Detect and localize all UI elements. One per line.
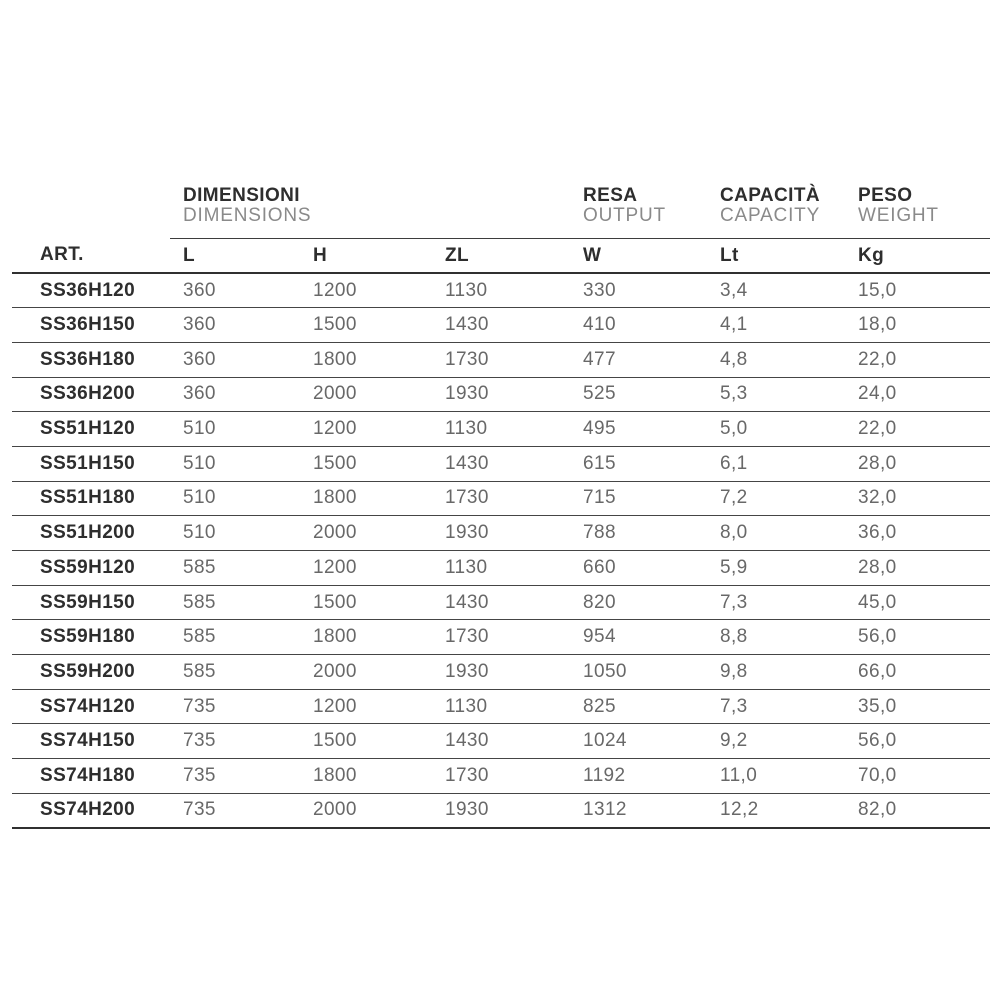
capacity-cell: 4,8 bbox=[707, 342, 845, 377]
capacity-cell: 9,2 bbox=[707, 724, 845, 759]
zl-cell: 1430 bbox=[432, 308, 570, 343]
weight-cell: 36,0 bbox=[845, 516, 990, 551]
table-row bbox=[12, 308, 990, 343]
group-header-primary: CAPACITÀ bbox=[720, 184, 820, 206]
article-code-cell: SS36H180 bbox=[12, 342, 170, 377]
weight-cell: 15,0 bbox=[845, 273, 990, 308]
length-cell: 585 bbox=[170, 585, 300, 620]
output-cell: 410 bbox=[570, 308, 707, 343]
output-cell: 615 bbox=[570, 446, 707, 481]
group-header-secondary: WEIGHT bbox=[858, 205, 939, 227]
zl-cell: 1130 bbox=[432, 689, 570, 724]
length-cell: 510 bbox=[170, 481, 300, 516]
zl-cell: 1430 bbox=[432, 724, 570, 759]
article-code-cell: SS51H180 bbox=[12, 481, 170, 516]
capacity-cell: 11,0 bbox=[707, 759, 845, 794]
capacity-cell: 12,2 bbox=[707, 793, 845, 828]
table-row bbox=[12, 655, 990, 690]
output-cell: 954 bbox=[570, 620, 707, 655]
height-cell: 1200 bbox=[300, 412, 432, 447]
capacity-cell: 4,1 bbox=[707, 308, 845, 343]
output-cell: 477 bbox=[570, 342, 707, 377]
length-cell: 360 bbox=[170, 273, 300, 308]
table-row bbox=[12, 759, 990, 794]
zl-cell: 1430 bbox=[432, 585, 570, 620]
weight-cell: 82,0 bbox=[845, 793, 990, 828]
zl-cell: 1930 bbox=[432, 516, 570, 551]
weight-cell: 56,0 bbox=[845, 724, 990, 759]
column-header-h: H bbox=[300, 239, 432, 274]
article-code-cell: SS74H120 bbox=[12, 689, 170, 724]
group-header-primary: RESA bbox=[583, 184, 638, 206]
capacity-cell: 7,3 bbox=[707, 689, 845, 724]
column-header-l: L bbox=[170, 239, 300, 274]
article-code-cell: SS74H150 bbox=[12, 724, 170, 759]
weight-cell: 32,0 bbox=[845, 481, 990, 516]
height-cell: 1800 bbox=[300, 759, 432, 794]
zl-cell: 1730 bbox=[432, 620, 570, 655]
capacity-cell: 9,8 bbox=[707, 655, 845, 690]
weight-cell: 35,0 bbox=[845, 689, 990, 724]
height-cell: 1500 bbox=[300, 446, 432, 481]
group-header-secondary: DIMENSIONS bbox=[183, 205, 312, 227]
zl-cell: 1930 bbox=[432, 655, 570, 690]
height-cell: 1500 bbox=[300, 308, 432, 343]
spec-table bbox=[12, 175, 990, 829]
article-code-cell: SS59H150 bbox=[12, 585, 170, 620]
table-row bbox=[12, 481, 990, 516]
output-cell: 825 bbox=[570, 689, 707, 724]
table-row bbox=[12, 377, 990, 412]
table-row bbox=[12, 793, 990, 828]
zl-cell: 1130 bbox=[432, 551, 570, 586]
article-code-cell: SS59H200 bbox=[12, 655, 170, 690]
height-cell: 1500 bbox=[300, 724, 432, 759]
height-cell: 1500 bbox=[300, 585, 432, 620]
table-row bbox=[12, 342, 990, 377]
column-header-zl: ZL bbox=[432, 239, 570, 274]
capacity-cell: 7,2 bbox=[707, 481, 845, 516]
article-code-cell: SS59H180 bbox=[12, 620, 170, 655]
height-cell: 2000 bbox=[300, 516, 432, 551]
group-header-output bbox=[570, 175, 707, 239]
weight-cell: 56,0 bbox=[845, 620, 990, 655]
article-code-cell: SS36H150 bbox=[12, 308, 170, 343]
length-cell: 735 bbox=[170, 793, 300, 828]
length-cell: 585 bbox=[170, 551, 300, 586]
zl-cell: 1430 bbox=[432, 446, 570, 481]
column-header-row bbox=[12, 239, 990, 274]
length-cell: 735 bbox=[170, 759, 300, 794]
group-header-secondary: OUTPUT bbox=[583, 205, 666, 227]
table-body bbox=[12, 273, 990, 828]
weight-cell: 28,0 bbox=[845, 551, 990, 586]
article-code-cell: SS74H200 bbox=[12, 793, 170, 828]
output-cell: 820 bbox=[570, 585, 707, 620]
table-row bbox=[12, 516, 990, 551]
zl-cell: 1730 bbox=[432, 342, 570, 377]
length-cell: 735 bbox=[170, 724, 300, 759]
group-header-capacity bbox=[707, 175, 845, 239]
weight-cell: 22,0 bbox=[845, 342, 990, 377]
capacity-cell: 3,4 bbox=[707, 273, 845, 308]
height-cell: 1200 bbox=[300, 689, 432, 724]
length-cell: 585 bbox=[170, 655, 300, 690]
article-code-cell: SS36H120 bbox=[12, 273, 170, 308]
article-code-cell: SS51H150 bbox=[12, 446, 170, 481]
zl-cell: 1130 bbox=[432, 412, 570, 447]
group-header-spacer bbox=[12, 175, 170, 239]
table-row bbox=[12, 620, 990, 655]
height-cell: 1200 bbox=[300, 551, 432, 586]
length-cell: 360 bbox=[170, 308, 300, 343]
height-cell: 1800 bbox=[300, 481, 432, 516]
weight-cell: 22,0 bbox=[845, 412, 990, 447]
group-header-dimensions bbox=[170, 175, 570, 239]
height-cell: 1800 bbox=[300, 342, 432, 377]
weight-cell: 24,0 bbox=[845, 377, 990, 412]
zl-cell: 1730 bbox=[432, 759, 570, 794]
length-cell: 735 bbox=[170, 689, 300, 724]
table-row bbox=[12, 446, 990, 481]
table-row bbox=[12, 273, 990, 308]
group-header-secondary: CAPACITY bbox=[720, 205, 821, 227]
table-row bbox=[12, 412, 990, 447]
capacity-cell: 5,9 bbox=[707, 551, 845, 586]
output-cell: 715 bbox=[570, 481, 707, 516]
height-cell: 1200 bbox=[300, 273, 432, 308]
length-cell: 510 bbox=[170, 516, 300, 551]
zl-cell: 1930 bbox=[432, 793, 570, 828]
capacity-cell: 8,0 bbox=[707, 516, 845, 551]
article-code-cell: SS36H200 bbox=[12, 377, 170, 412]
capacity-cell: 8,8 bbox=[707, 620, 845, 655]
output-cell: 1050 bbox=[570, 655, 707, 690]
output-cell: 1192 bbox=[570, 759, 707, 794]
output-cell: 525 bbox=[570, 377, 707, 412]
capacity-cell: 5,0 bbox=[707, 412, 845, 447]
column-header-lt: Lt bbox=[707, 239, 845, 274]
zl-cell: 1730 bbox=[432, 481, 570, 516]
capacity-cell: 5,3 bbox=[707, 377, 845, 412]
height-cell: 1800 bbox=[300, 620, 432, 655]
weight-cell: 45,0 bbox=[845, 585, 990, 620]
output-cell: 330 bbox=[570, 273, 707, 308]
weight-cell: 66,0 bbox=[845, 655, 990, 690]
table-row bbox=[12, 689, 990, 724]
length-cell: 510 bbox=[170, 446, 300, 481]
weight-cell: 18,0 bbox=[845, 308, 990, 343]
column-header-kg: Kg bbox=[845, 239, 990, 274]
weight-cell: 70,0 bbox=[845, 759, 990, 794]
group-header-weight bbox=[845, 175, 990, 239]
article-code-cell: SS59H120 bbox=[12, 551, 170, 586]
zl-cell: 1930 bbox=[432, 377, 570, 412]
capacity-cell: 6,1 bbox=[707, 446, 845, 481]
group-header-primary: PESO bbox=[858, 184, 913, 206]
weight-cell: 28,0 bbox=[845, 446, 990, 481]
length-cell: 510 bbox=[170, 412, 300, 447]
table-row bbox=[12, 551, 990, 586]
output-cell: 1312 bbox=[570, 793, 707, 828]
column-header-w: W bbox=[570, 239, 707, 274]
column-header-art: ART. bbox=[12, 239, 170, 274]
table-row bbox=[12, 585, 990, 620]
height-cell: 2000 bbox=[300, 655, 432, 690]
output-cell: 788 bbox=[570, 516, 707, 551]
output-cell: 495 bbox=[570, 412, 707, 447]
article-code-cell: SS51H200 bbox=[12, 516, 170, 551]
height-cell: 2000 bbox=[300, 793, 432, 828]
group-header-primary: DIMENSIONI bbox=[183, 184, 300, 206]
table-row bbox=[12, 724, 990, 759]
article-code-cell: SS51H120 bbox=[12, 412, 170, 447]
article-code-cell: SS74H180 bbox=[12, 759, 170, 794]
height-cell: 2000 bbox=[300, 377, 432, 412]
group-header-row bbox=[12, 175, 990, 239]
output-cell: 1024 bbox=[570, 724, 707, 759]
length-cell: 585 bbox=[170, 620, 300, 655]
length-cell: 360 bbox=[170, 377, 300, 412]
output-cell: 660 bbox=[570, 551, 707, 586]
capacity-cell: 7,3 bbox=[707, 585, 845, 620]
length-cell: 360 bbox=[170, 342, 300, 377]
zl-cell: 1130 bbox=[432, 273, 570, 308]
